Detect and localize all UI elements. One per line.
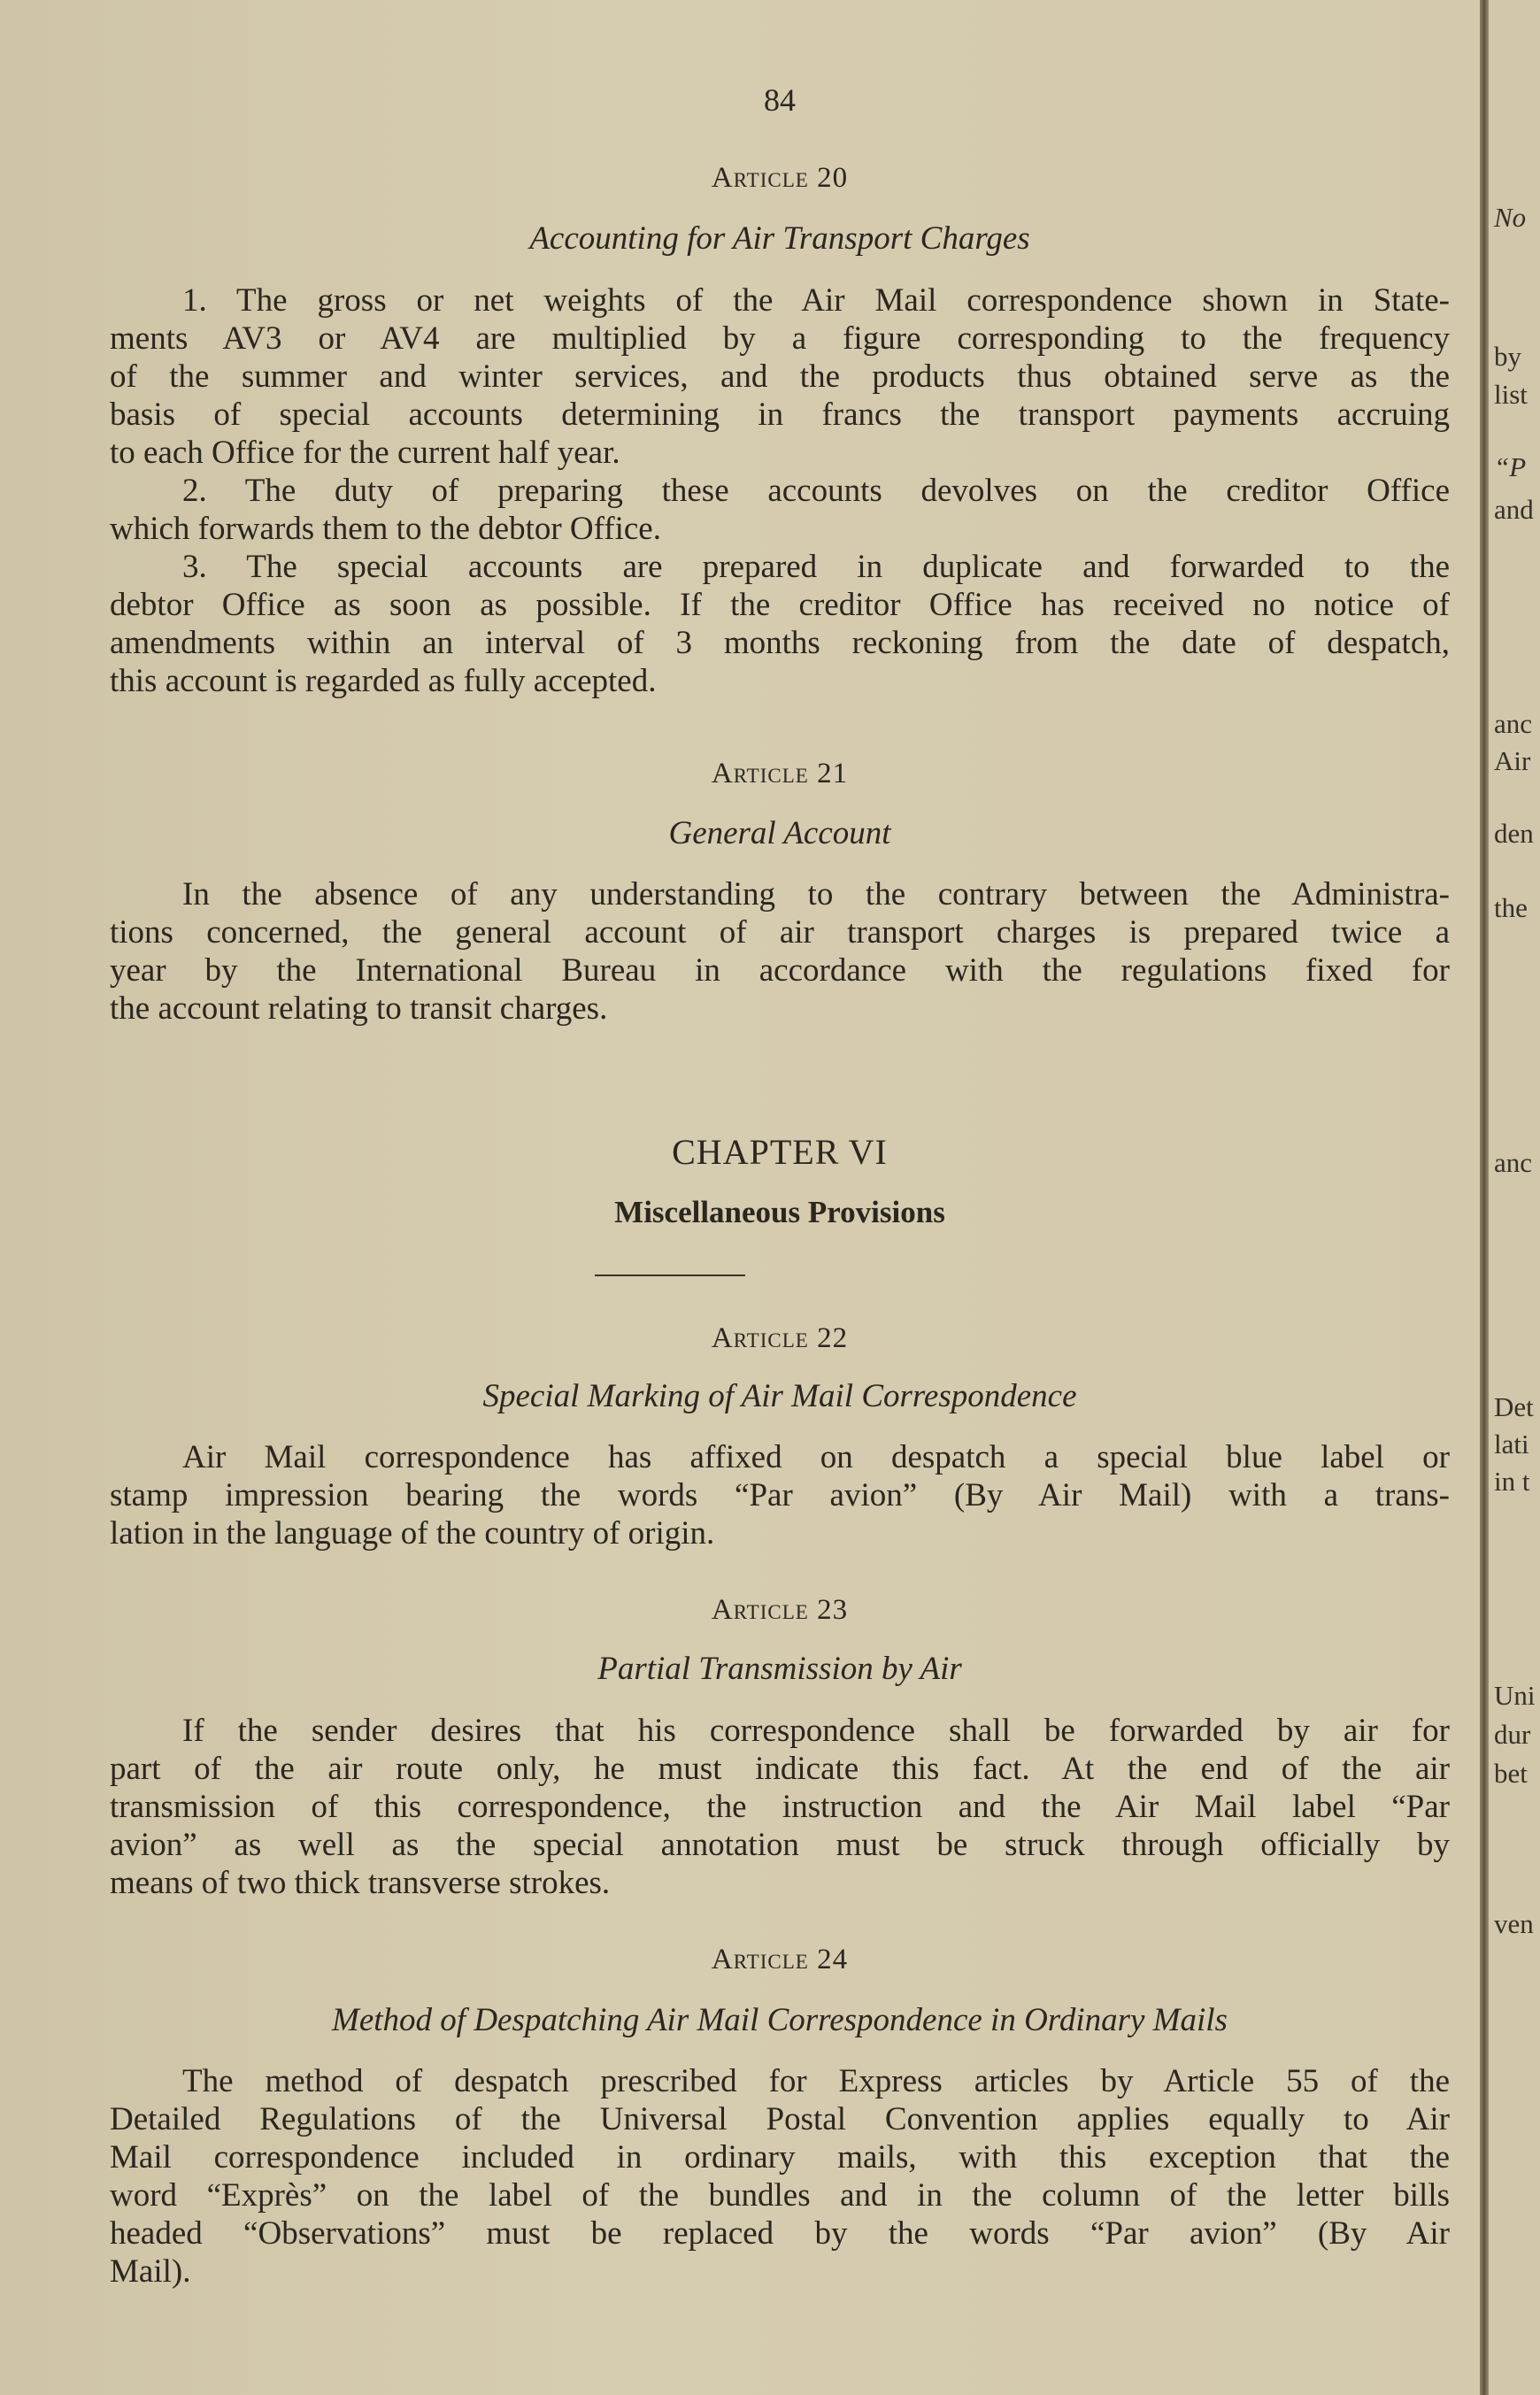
text-line: year by the International Bureau in accordance with the regulations fixed for — [110, 952, 1450, 989]
article-20-heading: Article 20 — [711, 162, 849, 194]
text-line: the account relating to transit charges. — [110, 990, 608, 1027]
article-21-heading: Article 21 — [711, 758, 849, 789]
chapter-title: Miscellaneous Provisions — [614, 1195, 945, 1229]
text-line: ments AV3 or AV4 are multiplied by a figure corresponding to the frequency — [110, 320, 1450, 357]
adjacent-page-fragment: ven — [1494, 1908, 1534, 1939]
text-line: Mail). — [110, 2253, 191, 2290]
adjacent-page-fragment: Det — [1494, 1391, 1534, 1422]
text-line: word “Exprès” on the label of the bundles and in the column of the letter bills — [110, 2177, 1450, 2214]
adjacent-page-fragment: anc — [1494, 1147, 1533, 1178]
article-23-heading: Article 23 — [711, 1594, 849, 1626]
text-line: In the absence of any understanding to the contrary between the Administra- — [182, 876, 1450, 913]
text-line: which forwards them to the debtor Office. — [110, 511, 661, 547]
text-line: 2. The duty of preparing these accounts devolves on the creditor Office — [182, 473, 1450, 509]
text-line: 1. The gross or net weights of the Air Mail correspondence shown in State- — [182, 282, 1450, 319]
adjacent-page-fragment: in t — [1494, 1466, 1530, 1497]
article-21-title: General Account — [668, 815, 891, 851]
adjacent-page-fragment: “P — [1494, 451, 1527, 482]
adjacent-page-fragment: dur — [1494, 1719, 1531, 1750]
adjacent-page-fragment: list — [1494, 379, 1528, 410]
adjacent-page-edge — [1489, 0, 1540, 2395]
text-line: headed “Observations” must be replaced by the words “Par avion” (By Air — [110, 2215, 1450, 2252]
text-line: The method of despatch prescribed for Express articles by Article 55 of the — [182, 2063, 1450, 2099]
adjacent-page-fragment: bet — [1494, 1758, 1528, 1789]
text-line: this account is regarded as fully accepted. — [110, 663, 657, 699]
page-number: 84 — [764, 82, 796, 118]
adjacent-page-fragment: the — [1494, 892, 1528, 923]
article-22-paragraph-1 — [110, 1438, 1450, 1552]
text-line: to each Office for the current half year. — [110, 435, 620, 471]
article-20-title: Accounting for Air Transport Charges — [529, 220, 1030, 257]
text-line: lation in the language of the country of origin. — [110, 1515, 715, 1552]
adjacent-page-fragment: No — [1494, 202, 1527, 233]
text-line: of the summer and winter services, and the products thus obtained serve as the — [110, 358, 1450, 395]
chapter-heading: CHAPTER VI — [672, 1132, 888, 1172]
text-line: avion” as well as the special annotation must be struck through officially by — [110, 1827, 1450, 1863]
article-20-paragraph-3 — [110, 548, 1450, 700]
text-line: basis of special accounts determining in francs the transport payments accruing — [110, 397, 1450, 433]
article-20-paragraph-2 — [110, 472, 1450, 548]
article-22-heading: Article 22 — [711, 1322, 849, 1354]
text-line: debtor Office as soon as possible. If the creditor Office has received no notice of — [110, 587, 1450, 623]
text-line: If the sender desires that his correspondence shall be forwarded by air for — [182, 1713, 1450, 1749]
article-24-paragraph-1 — [110, 2062, 1450, 2291]
adjacent-page-fragment: by — [1494, 341, 1521, 372]
article-22-title: Special Marking of Air Mail Correspondence — [482, 1378, 1077, 1414]
text-line: means of two thick transverse strokes. — [110, 1865, 611, 1901]
article-20-paragraph-1 — [110, 281, 1450, 472]
text-line: Air Mail correspondence has affixed on despatch a special blue label or — [182, 1439, 1450, 1475]
article-23-paragraph-1 — [110, 1712, 1450, 1902]
text-line: amendments within an interval of 3 months reckoning from the date of despatch, — [110, 625, 1450, 661]
text-line: tions concerned, the general account of air transport charges is prepared twice a — [110, 914, 1450, 951]
article-24-title: Method of Despatching Air Mail Correspondence in Ordinary Mails — [332, 2002, 1228, 2038]
adjacent-page-fragment: Air — [1494, 745, 1531, 776]
text-line: Detailed Regulations of the Universal Postal Convention applies equally to Air — [110, 2101, 1450, 2137]
text-line: 3. The special accounts are prepared in duplicate and forwarded to the — [182, 549, 1450, 585]
adjacent-page-fragment: lati — [1494, 1429, 1529, 1459]
article-21-paragraph-1 — [110, 875, 1450, 1028]
article-23-title: Partial Transmission by Air — [597, 1651, 962, 1687]
article-24-heading: Article 24 — [711, 1944, 849, 1975]
book-gutter — [1480, 0, 1489, 2395]
adjacent-page-fragment: and — [1494, 494, 1534, 525]
adjacent-page-fragment: Uni — [1494, 1680, 1536, 1711]
chapter-divider — [595, 1275, 745, 1276]
adjacent-page-fragment: den — [1494, 818, 1534, 849]
text-line: Mail correspondence included in ordinary mails, with this exception that the — [110, 2139, 1450, 2176]
text-line: stamp impression bearing the words “Par avion” (By Air Mail) with a trans- — [110, 1477, 1450, 1513]
text-line: part of the air route only, he must indicate this fact. At the end of the air — [110, 1751, 1450, 1787]
adjacent-page-fragment: anc — [1494, 708, 1533, 739]
text-line: transmission of this correspondence, the instruction and the Air Mail label “Par — [110, 1789, 1450, 1825]
